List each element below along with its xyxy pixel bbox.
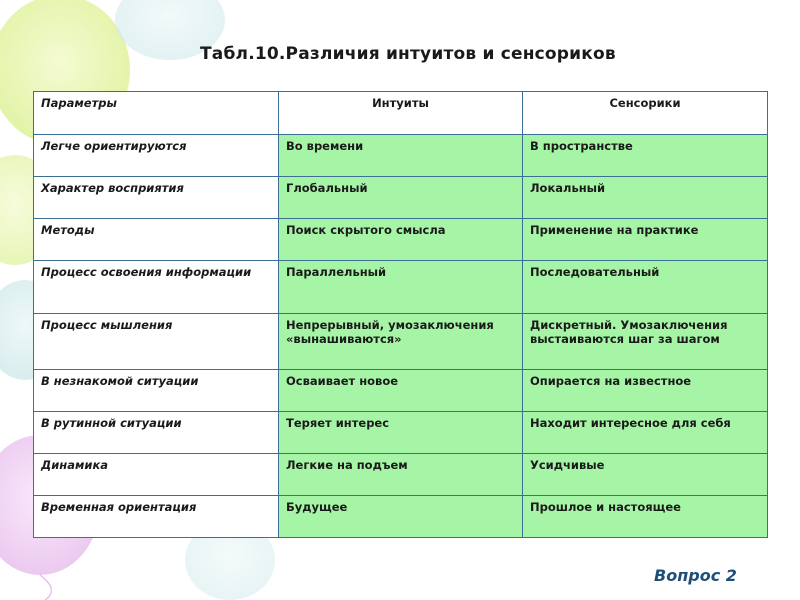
- sensor-cell: В пространстве: [523, 135, 768, 177]
- parameter-cell: Легче ориентируются: [34, 135, 279, 177]
- intuitive-cell: Осваивает новое: [279, 370, 523, 412]
- table-row: [34, 135, 768, 177]
- column-header-sensors: Сенсорики: [523, 92, 768, 135]
- table-header-row: [34, 92, 768, 135]
- table-row: [34, 496, 768, 538]
- parameter-cell: В рутинной ситуации: [34, 412, 279, 454]
- table-row: [34, 219, 768, 261]
- sensor-cell: Усидчивые: [523, 454, 768, 496]
- parameter-cell: Характер восприятия: [34, 177, 279, 219]
- column-header-intuitives: Интуиты: [279, 92, 523, 135]
- sensor-cell: Последовательный: [523, 261, 768, 314]
- parameter-cell: Временная ориентация: [34, 496, 279, 538]
- sensor-cell: Локальный: [523, 177, 768, 219]
- column-header-parameters: Параметры: [34, 92, 279, 135]
- sensor-cell: Находит интересное для себя: [523, 412, 768, 454]
- intuitive-cell: Будущее: [279, 496, 523, 538]
- table-row: [34, 177, 768, 219]
- intuitive-cell: Непрерывный, умозаключения «вынашиваются»: [279, 314, 523, 370]
- parameter-cell: Динамика: [34, 454, 279, 496]
- intuitive-cell: Параллельный: [279, 261, 523, 314]
- sensor-cell: Дискретный. Умозаключения выстаиваются шаг за шагом: [523, 314, 768, 370]
- table-row: [34, 314, 768, 370]
- page-title: Табл.10.Различия интуитов и сенсориков: [200, 44, 616, 64]
- question-label: Вопрос 2: [654, 566, 737, 585]
- parameter-cell: Процесс освоения информации: [34, 261, 279, 314]
- intuitive-cell: Теряет интерес: [279, 412, 523, 454]
- sensor-cell: Применение на практике: [523, 219, 768, 261]
- parameter-cell: Процесс мышления: [34, 314, 279, 370]
- table-row: [34, 454, 768, 496]
- parameter-cell: Методы: [34, 219, 279, 261]
- comparison-table: [33, 91, 768, 538]
- intuitive-cell: Поиск скрытого смысла: [279, 219, 523, 261]
- sensor-cell: Опирается на известное: [523, 370, 768, 412]
- intuitive-cell: Глобальный: [279, 177, 523, 219]
- intuitive-cell: Легкие на подъем: [279, 454, 523, 496]
- table-row: [34, 370, 768, 412]
- balloon-string: [40, 575, 51, 600]
- intuitive-cell: Во времени: [279, 135, 523, 177]
- sensor-cell: Прошлое и настоящее: [523, 496, 768, 538]
- parameter-cell: В незнакомой ситуации: [34, 370, 279, 412]
- table-row: [34, 261, 768, 314]
- table-row: [34, 412, 768, 454]
